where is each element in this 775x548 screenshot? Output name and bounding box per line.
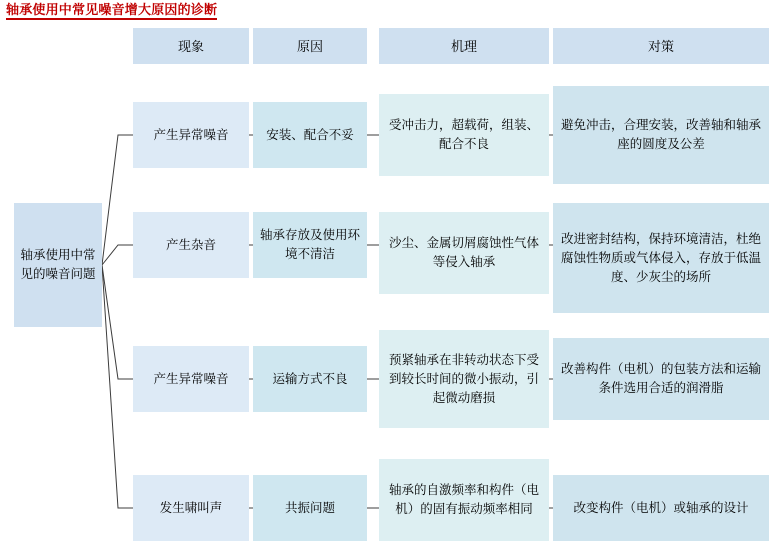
row-4-cause bbox=[253, 475, 367, 541]
root-node bbox=[14, 203, 102, 327]
row-4-countermeasure bbox=[553, 475, 769, 541]
row-1-countermeasure bbox=[553, 86, 769, 184]
column-header-mechanism bbox=[379, 28, 549, 64]
column-header-phenomenon bbox=[133, 28, 249, 64]
row-4-phenomenon bbox=[133, 475, 249, 541]
node-label: 运输方式不良 bbox=[272, 371, 348, 386]
node-label: 沙尘、金属切屑腐蚀性气体等侵入轴承 bbox=[388, 236, 539, 269]
node-label: 发生啸叫声 bbox=[159, 500, 223, 515]
row-2-phenomenon bbox=[133, 212, 249, 278]
row-1-cause bbox=[253, 102, 367, 168]
row-1-phenomenon bbox=[133, 102, 249, 168]
node-label: 产生异常噪音 bbox=[153, 127, 229, 142]
row-2-mechanism bbox=[379, 212, 549, 294]
row-4-mechanism bbox=[379, 459, 549, 541]
column-header-countermeasure bbox=[553, 28, 769, 64]
node-label: 轴承的自激频率和构件（电机）的固有振动频率相同 bbox=[388, 483, 539, 516]
node-label: 预紧轴承在非转动状态下受到较长时间的微小振动，引起微动磨损 bbox=[388, 352, 539, 405]
row-2-cause bbox=[253, 212, 367, 278]
row-3-mechanism bbox=[379, 330, 549, 428]
column-header-cause bbox=[253, 28, 367, 64]
page-title: 轴承使用中常见噪音增大原因的诊断 bbox=[6, 2, 217, 20]
node-label: 避免冲击，合理安装，改善轴和轴承座的圆度及公差 bbox=[560, 118, 761, 151]
row-1-mechanism bbox=[379, 94, 549, 176]
column-header-label: 原因 bbox=[296, 38, 323, 54]
root-node-label: 轴承使用中常见的噪音问题 bbox=[20, 248, 96, 281]
column-header-label: 机理 bbox=[450, 38, 477, 54]
node-label: 改变构件（电机）或轴承的设计 bbox=[573, 500, 749, 515]
row-3-cause bbox=[253, 346, 367, 412]
column-header-label: 现象 bbox=[177, 38, 204, 54]
node-label: 共振问题 bbox=[284, 500, 335, 515]
row-3-phenomenon bbox=[133, 346, 249, 412]
node-label: 产生异常噪音 bbox=[153, 371, 229, 386]
node-label: 改善构件（电机）的包装方法和运输条件选用合适的润滑脂 bbox=[560, 362, 761, 395]
row-2-countermeasure bbox=[553, 203, 769, 313]
node-label: 受冲击力，超载荷，组装、配合不良 bbox=[388, 118, 539, 151]
node-label: 安装、配合不妥 bbox=[266, 127, 354, 142]
node-label: 轴承存放及使用环境不清洁 bbox=[259, 228, 360, 261]
column-header-label: 对策 bbox=[647, 38, 674, 54]
row-3-countermeasure bbox=[553, 338, 769, 420]
node-label: 产生杂音 bbox=[165, 237, 216, 252]
node-label: 改进密封结构，保持环境清洁，杜绝腐蚀性物质或气体侵入，存放于低温度、少灰尘的场所 bbox=[560, 231, 761, 284]
